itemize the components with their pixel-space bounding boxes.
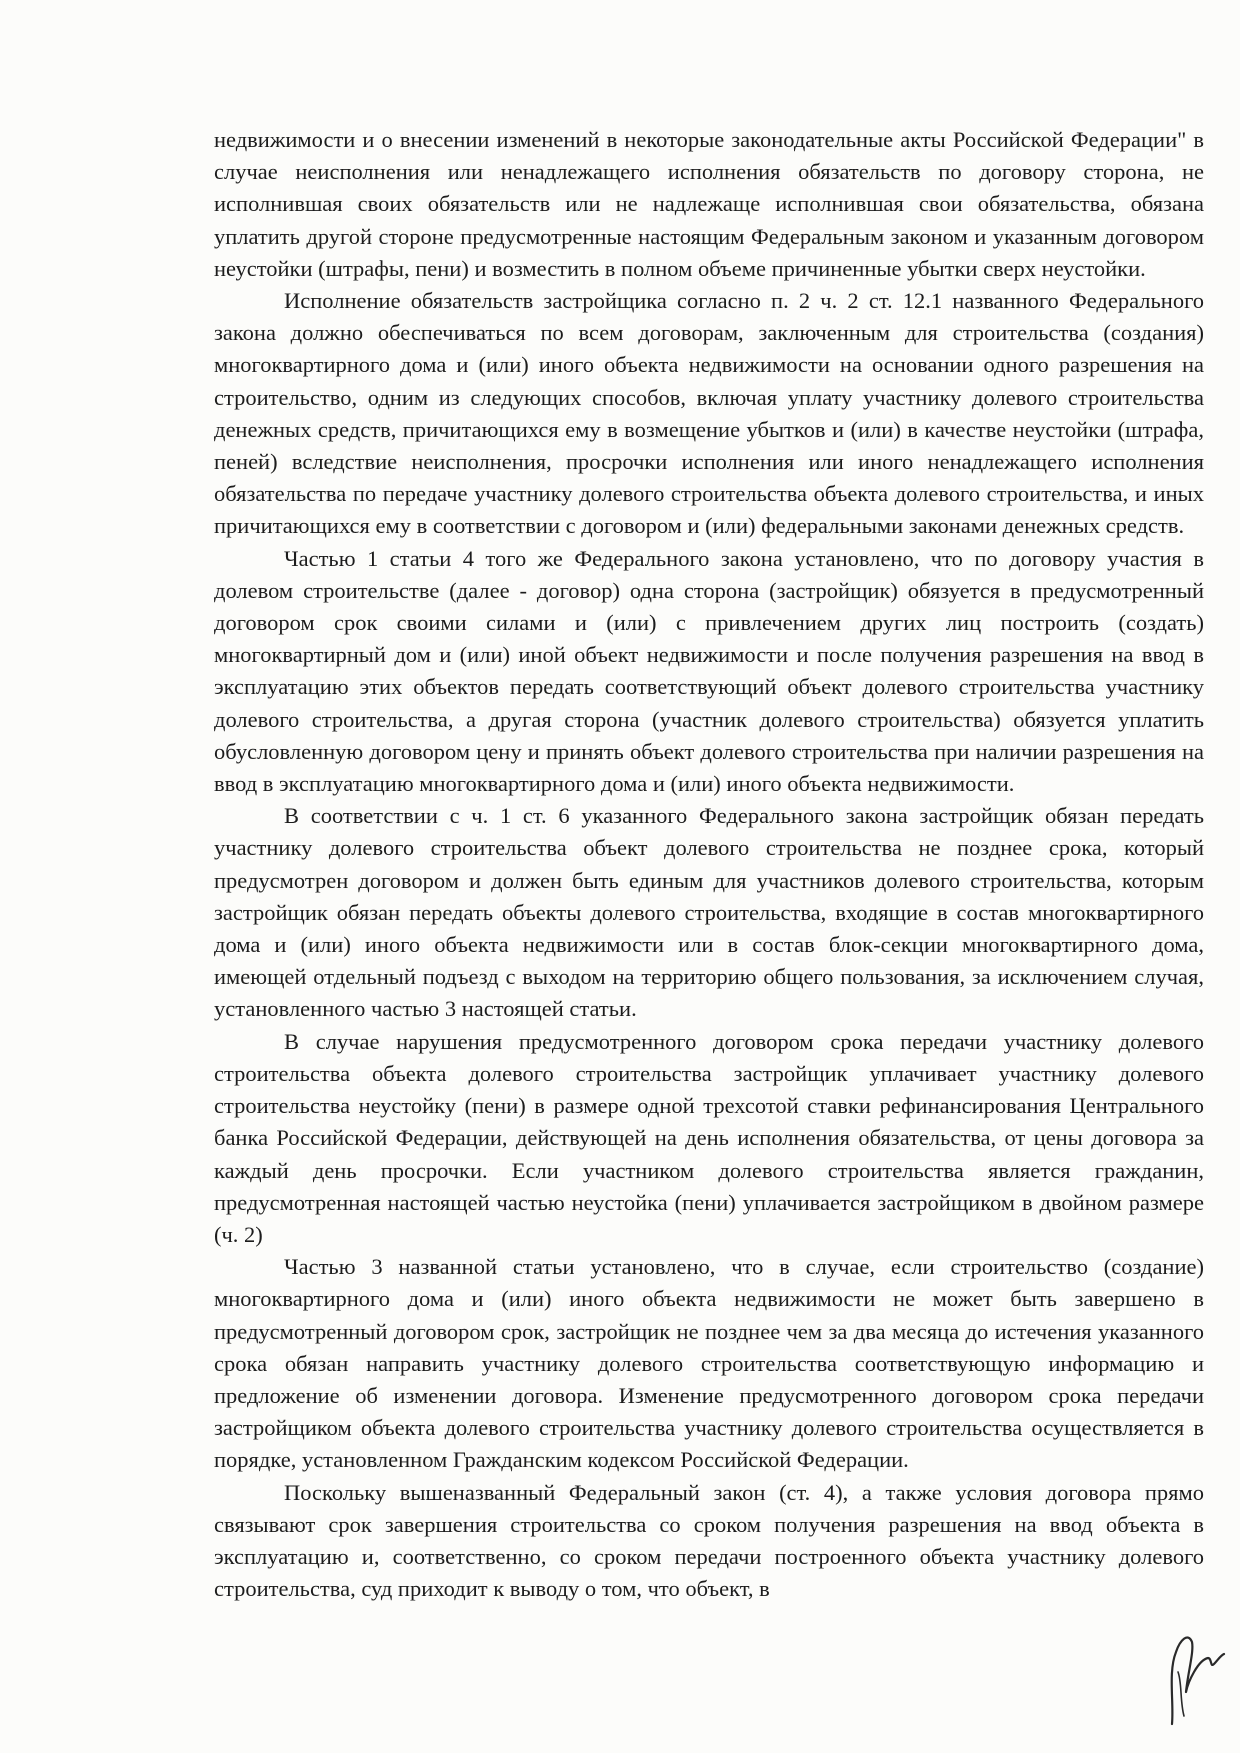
paragraph-developer-obligations: Исполнение обязательств застройщика согласно п. 2 ч. 2 ст. 12.1 названного Федерального закона должно обеспечиваться по всем договорам, заключенным для строительства (создания) многоквартирного дома и (или) иного объекта недвижимости на основании одного разрешения на строительство, одним из следующих способов, включая уплату участнику долевого строительства денежных средств, причитающихся ему в возмещение убытков и (или) в качестве неустойки (штрафа, пеней) вследствие неисполнения, просрочки исполнения или иного ненадлежащего исполнения обязательства по передаче участнику долевого строительства объекта долевого строительства, и иных причитающихся ему в соответствии с договором и (или) федеральными законами денежных средств.	[214, 288, 1204, 539]
paragraph-article-6-part-1: В соответствии с ч. 1 ст. 6 указанного Федерального закона застройщик обязан передать участнику долевого строительства объект долевого строительства не позднее срока, который предусмотрен договором и должен быть единым для участников долевого строительства, которым застройщик обязан передать объекты долевого строительства, входящие в состав многоквартирного дома и (или) иного объекта недвижимости или в состав блок-секции многоквартирного дома, имеющей отдельный подъезд с выходом на территорию общего пользования, за исключением случая, установленного частью 3 настоящей статьи.	[214, 803, 1204, 1022]
paragraph-article-4: Частью 1 статьи 4 того же Федерального закона установлено, что по договору участия в долевом строительстве (далее - договор) одна сторона (застройщик) обязуется в предусмотренный договором срок своими силами и (или) с привлечением других лиц построить (создать) многоквартирный дом и (или) иной объект недвижимости и после получения разрешения на ввод в эксплуатацию этих объектов передать соответствующий объект долевого строительства участнику долевого строительства, а другая сторона (участник долевого строительства) обязуется уплатить обусловленную договором цену и принять объект долевого строительства при наличии разрешения на ввод в эксплуатацию многоквартирного дома и (или) иного объекта недвижимости.	[214, 545, 1204, 797]
paragraph-court-conclusion: Поскольку вышеназванный Федеральный закон (ст. 4), а также условия договора прямо связывают срок завершения строительства со сроком получения разрешения на ввод объекта в эксплуатацию и, соответственно, со сроком передачи построенного объекта участнику долевого строительства, суд приходит к выводу о том, что объект, в	[214, 1479, 1204, 1602]
document-body	[214, 124, 1204, 1605]
paragraph-penalty: В случае нарушения предусмотренного договором срока передачи участнику долевого строительства объекта долевого строительства застройщик уплачивает участнику долевого строительства неустойку (пени) в размере одной трехсотой ставки рефинансирования Центрального банка Российской Федерации, действующей на день исполнения обязательства, от цены договора за каждый день просрочки. Если участником долевого строительства является гражданин, предусмотренная настоящей частью неустойка (пени) уплачивается застройщиком в двойном размере (ч. 2)	[214, 1028, 1204, 1247]
paragraph-article-6-part-3: Частью 3 названной статьи установлено, что в случае, если строительство (создание) многоквартирного дома и (или) иного объекта недвижимости не может быть завершено в предусмотренный договором срок, застройщик не позднее чем за два месяца до истечения указанного срока обязан направить участнику долевого строительства соответствующую информацию и предложение об изменении договора. Изменение предусмотренного договором срока передачи застройщиком объекта долевого строительства участнику долевого строительства осуществляется в порядке, установленном Гражданским кодексом Российской Федерации.	[214, 1254, 1204, 1473]
signature-mark	[1158, 1612, 1228, 1732]
paragraph-continuation: недвижимости и о внесении изменений в некоторые законодательные акты Российской Федерации" в случае неисполнения или ненадлежащего исполнения обязательств по договору сторона, не исполнившая своих обязательств или не надлежаще исполнившая свои обязательства, обязана уплатить другой стороне предусмотренные настоящим Федеральным законом и указанным договором неустойки (штрафы, пени) и возместить в полном объеме причиненные убытки сверх неустойки.	[214, 127, 1204, 281]
